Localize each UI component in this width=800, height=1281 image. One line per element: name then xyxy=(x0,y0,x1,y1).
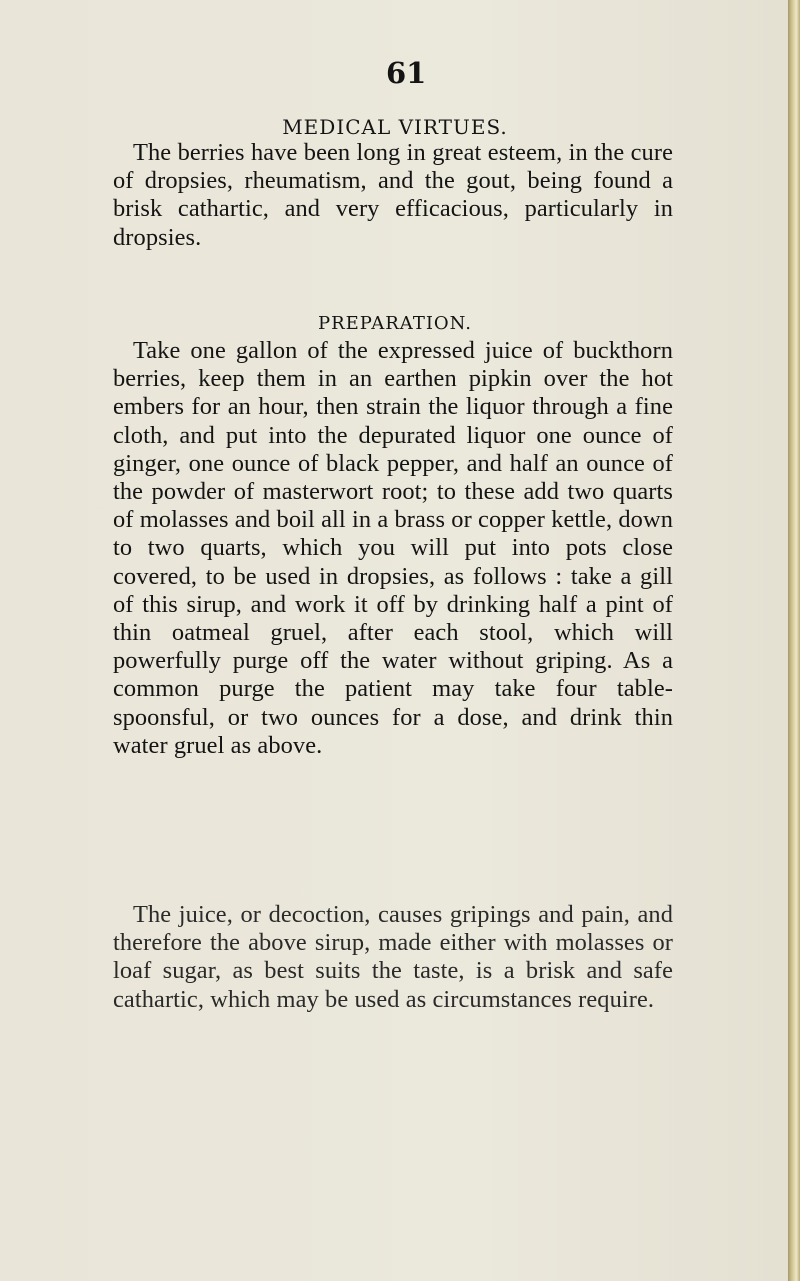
paragraph-preparation: Take one gallon of the expressed juice of buckthorn berries, keep them in an earthen pipkin over the hot embers for an hour, then strain the liquor through a fine cloth, and put into the depurated liquor one ounce of ginger, one ounce of black pepper, and half an ounce of the powder of masterwort root; to these add two quarts of molasses and boil all in a brass or copper kettle, down to two quarts, which you will put into pots close covered, to be used in dropsies, as follows : take a gill of this sirup, and work it off by drinking half a pint of thin oatmeal gruel, after each stool, which will powerfully purge off the water without griping. As a common purge the patient may take four table-spoonsful, or two ounces for a dose, and drink thin water gruel as above. xyxy=(113,337,673,759)
paragraph-juice-decoction: The juice, or decoction, causes gripings and pain, and therefore the above sirup, made either with molasses or loaf sugar, as best suits the taste, is a brisk and safe cathartic, which may be used as circumstances require. xyxy=(113,901,673,1013)
paragraph-medical-virtues: The berries have been long in great esteem, in the cure of dropsies, rheumatism, and the gout, being found a brisk cathartic, and very efficacious, particularly in dropsies. xyxy=(113,139,673,251)
preparation-heading: PREPARATION. xyxy=(317,313,473,334)
section-heading: MEDICAL VIRTUES. xyxy=(282,115,508,139)
book-page-edge xyxy=(788,0,800,1281)
page-number: 61 xyxy=(386,56,427,90)
